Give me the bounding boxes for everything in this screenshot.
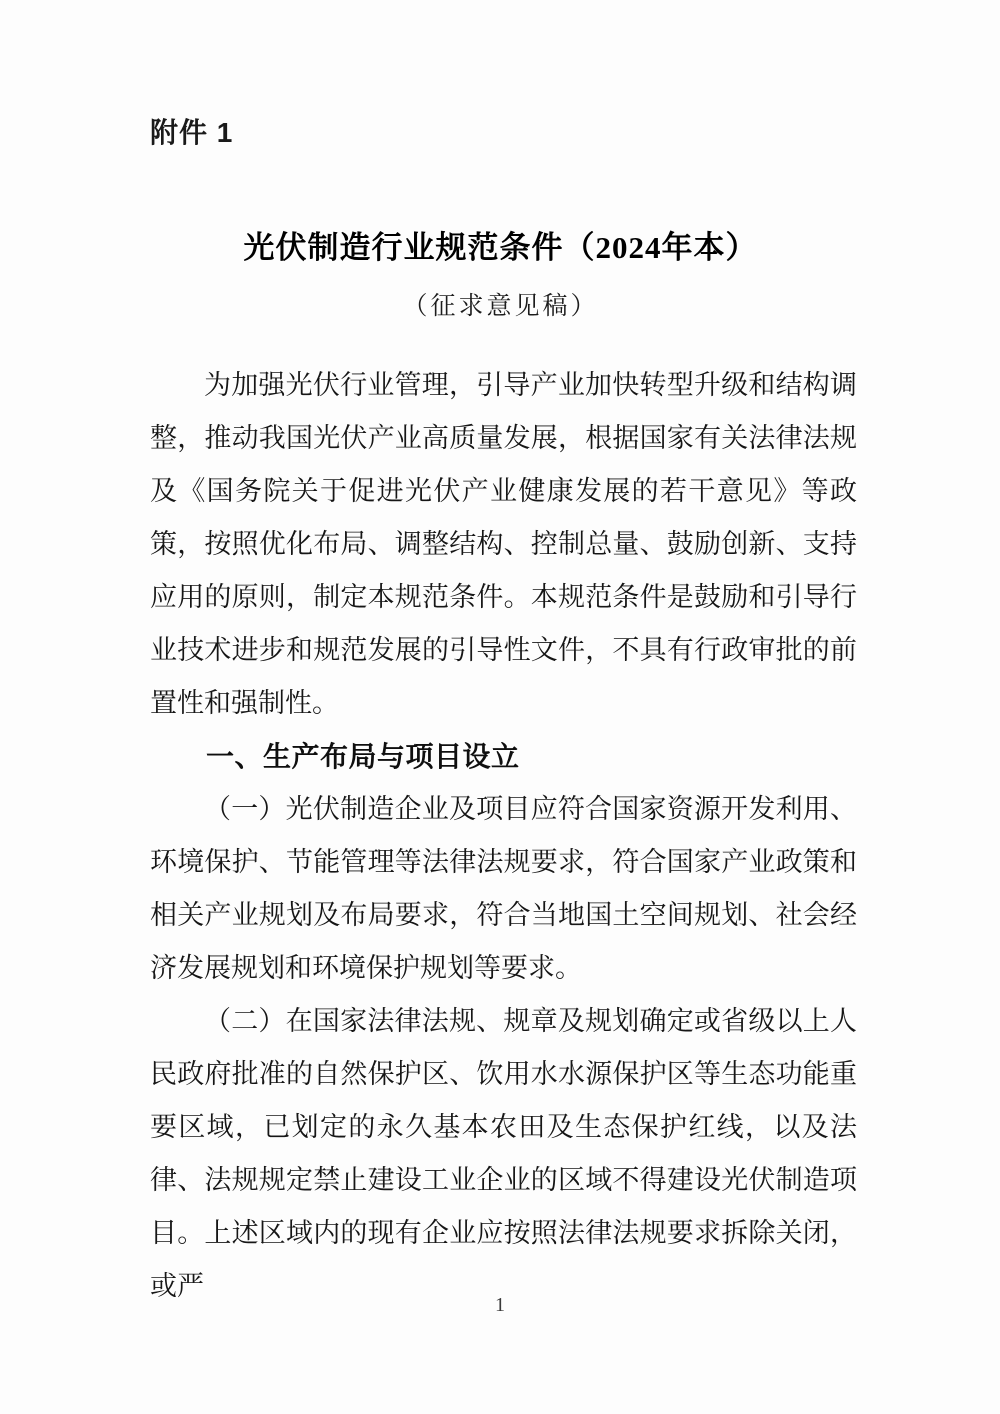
document-title: 光伏制造行业规范条件（2024年本） — [243, 230, 758, 265]
attachment-label: 附件 1 — [150, 117, 234, 148]
paragraph-clause-1: （一）光伏制造企业及项目应符合国家资源开发利用、环境保护、节能管理等法律法规要求，符合国家产业政策和相关产业规划及布局要求，符合当地国土空间规划、社会经济发展规划和环境保护规划等要求。 — [150, 794, 857, 983]
document-subtitle: （征求意见稿） — [402, 293, 599, 320]
section-heading-production-layout: 一、生产布局与项目设立 — [206, 741, 520, 772]
page-number: 1 — [495, 1294, 505, 1316]
paragraph-preamble: 为加强光伏行业管理，引导产业加快转型升级和结构调整，推动我国光伏产业高质量发展，根据国家有关法律法规及《国务院关于促进光伏产业健康发展的若干意见》等政策，按照优化布局、调整结构、控制总量、鼓励创新、支持应用的原则，制定本规范条件。本规范条件是鼓励和引导行业技术进步和规范发展的引导性文件，不具有行政审批的前置性和强制性。 — [150, 370, 857, 718]
paragraph-clause-2: （二）在国家法律法规、规章及规划确定或省级以上人民政府批准的自然保护区、饮用水水源保护区等生态功能重要区域，已划定的永久基本农田及生态保护红线，以及法律、法规规定禁止建设工业企业的区域不得建设光伏制造项目。上述区域内的现有企业应按照法律法规要求拆除关闭，或严 — [150, 1006, 857, 1301]
document-body — [150, 359, 857, 1313]
